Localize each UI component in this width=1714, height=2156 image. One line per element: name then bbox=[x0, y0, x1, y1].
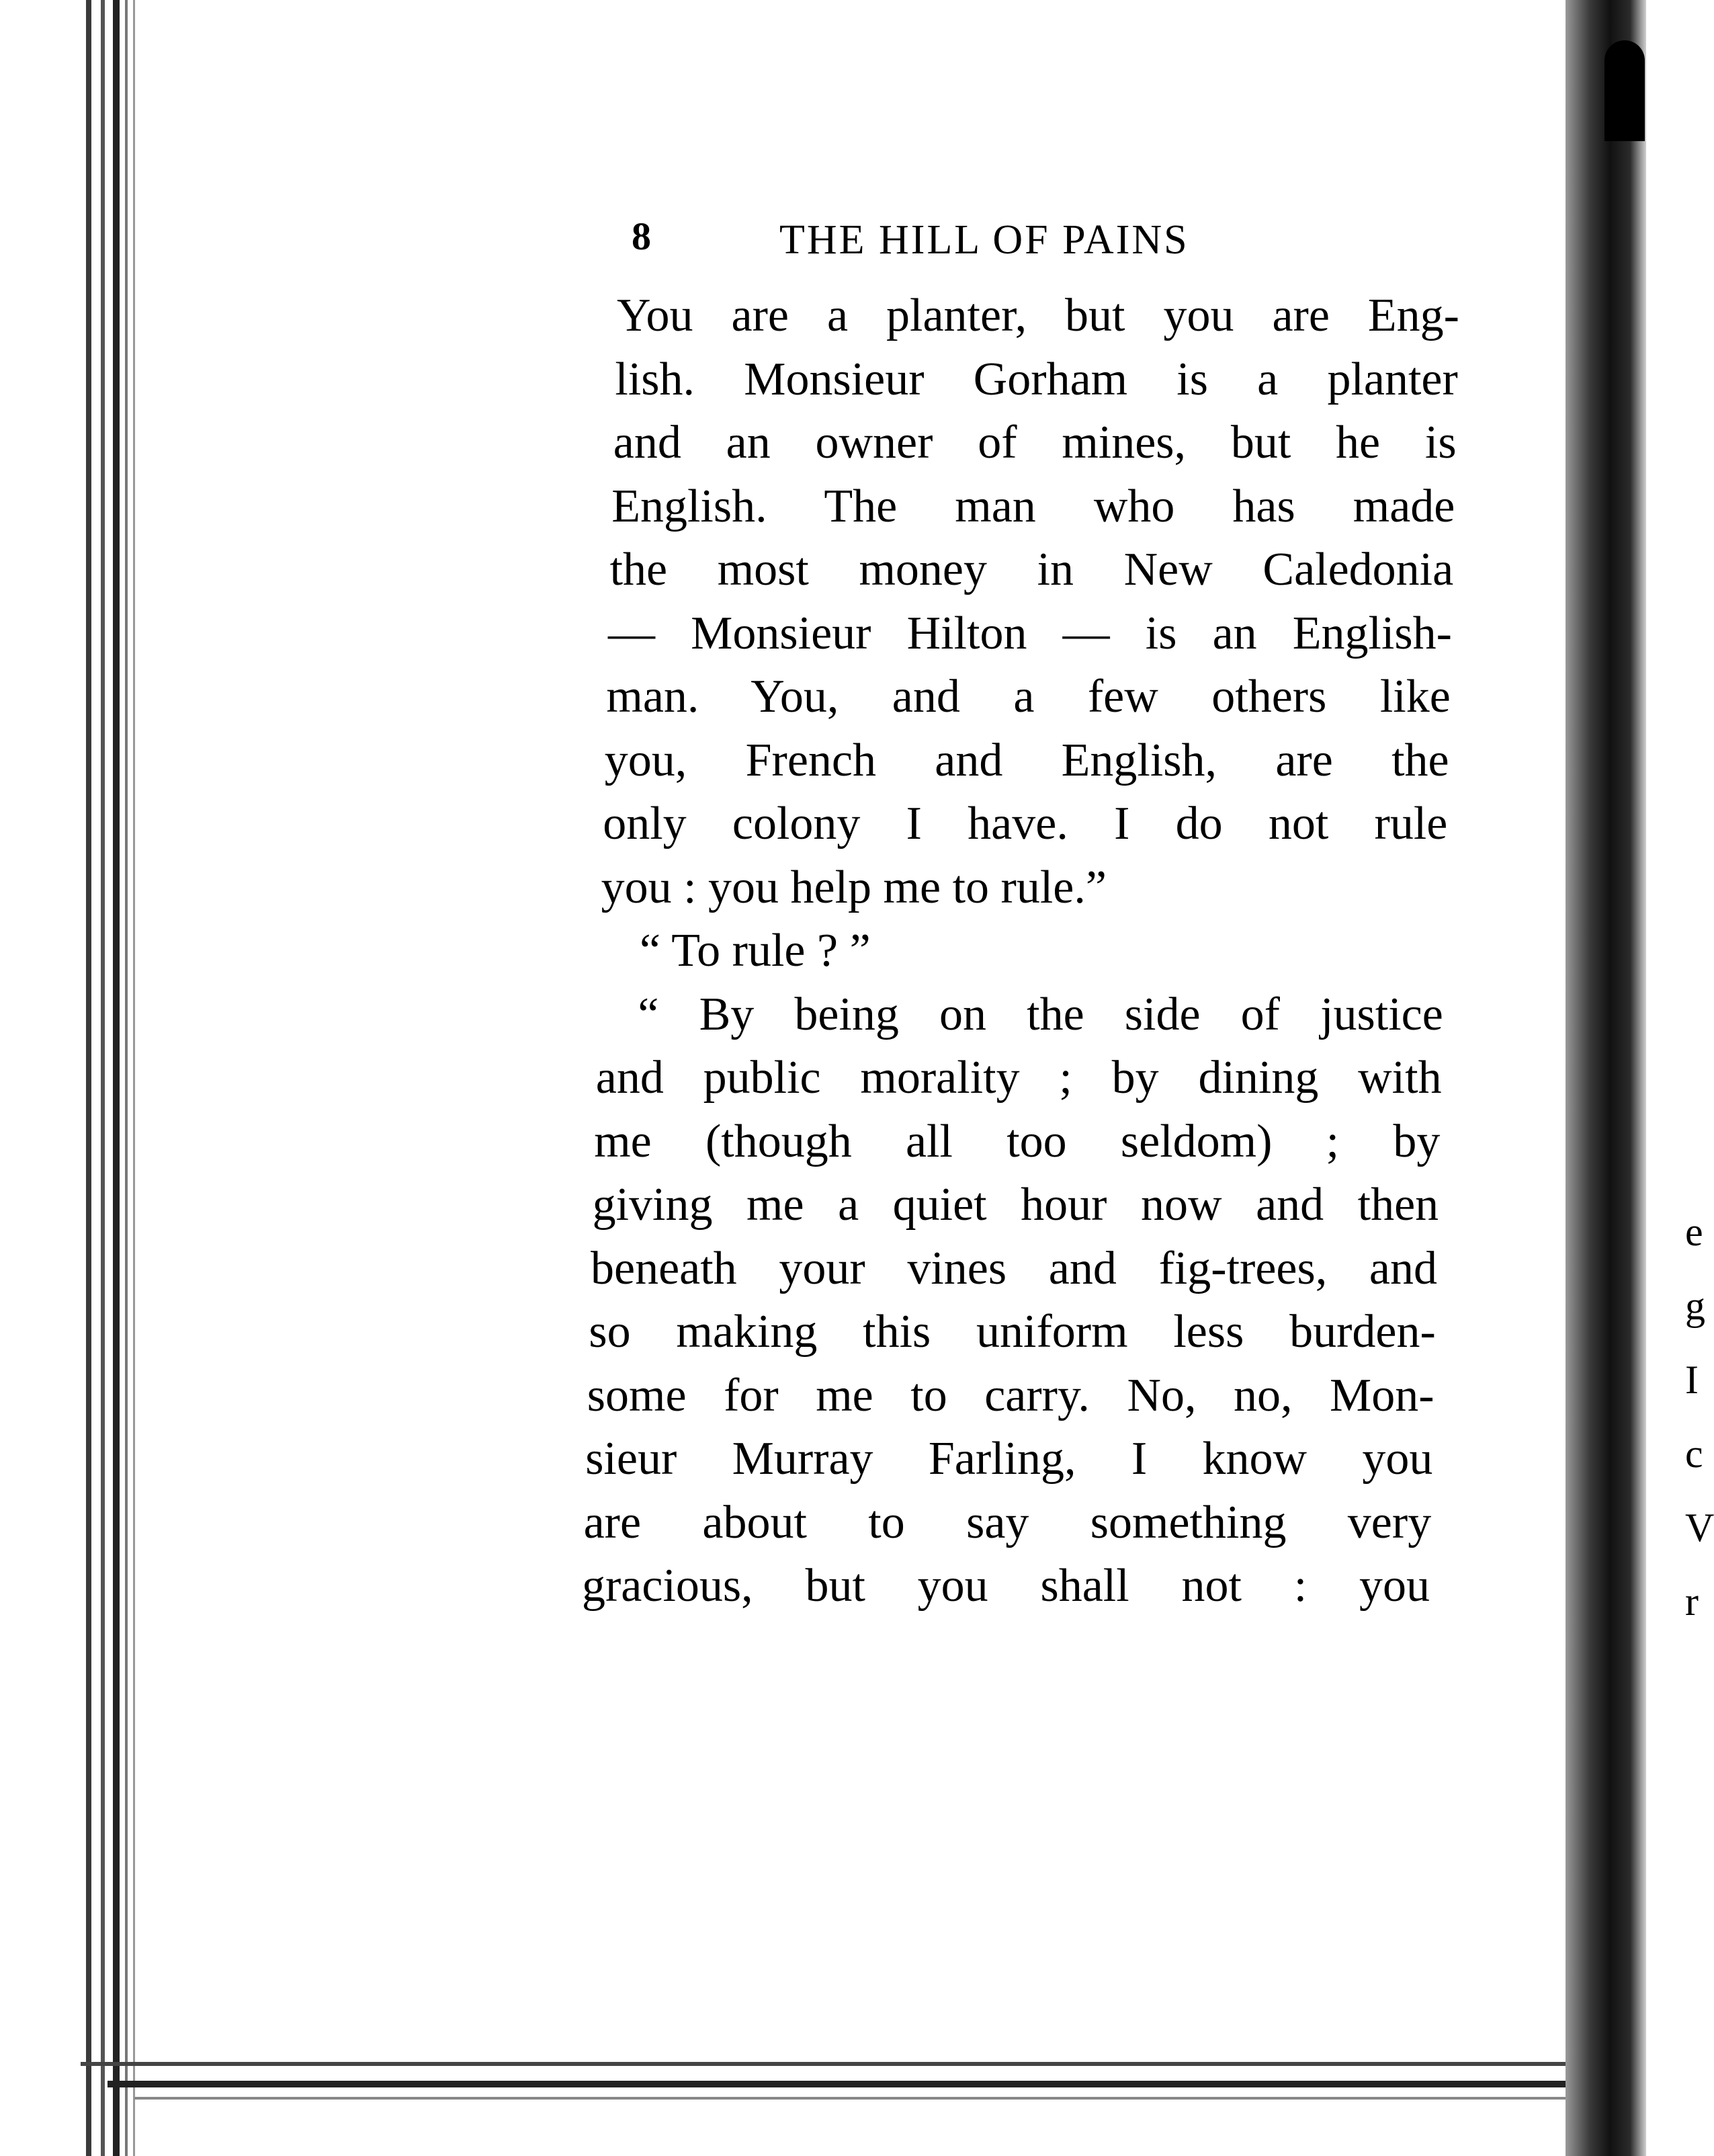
text-line: the most money in New Caledonia bbox=[609, 544, 1454, 595]
next-page-fragment: I bbox=[1685, 1358, 1699, 1402]
text-line: sieur Murray Farling, I know you bbox=[585, 1433, 1433, 1485]
page-edge-left-4 bbox=[125, 0, 128, 2156]
page-edge-left-1 bbox=[86, 0, 91, 2156]
text-line: gracious, but you shall not : you bbox=[582, 1560, 1430, 1612]
text-line: and public morality ; by dining with bbox=[595, 1052, 1442, 1104]
page-edge-bottom-3 bbox=[134, 2097, 1613, 2100]
page-edge-left-5 bbox=[133, 0, 135, 2156]
text-line: so making this uniform less burden- bbox=[589, 1306, 1436, 1358]
text-line: English. The man who has made bbox=[611, 480, 1455, 532]
text-line: me (though all too seldom) ; by bbox=[594, 1115, 1441, 1167]
next-page-fragment: e bbox=[1685, 1210, 1703, 1254]
text-line: only colony I have. I do not rule bbox=[603, 798, 1448, 849]
text-line: man. You, and a few others like bbox=[606, 671, 1451, 722]
text-line: you : you help me to rule.” bbox=[601, 861, 1107, 913]
page-edge-bottom-2 bbox=[108, 2081, 1626, 2087]
text-line: giving me a quiet hour now and then bbox=[592, 1179, 1439, 1231]
text-line: “ To rule ? ” bbox=[640, 925, 871, 977]
next-page-fragments bbox=[1685, 1210, 1714, 1653]
next-page-fragment: g bbox=[1685, 1284, 1705, 1328]
text-line: some for me to carry. No, no, Mon- bbox=[587, 1369, 1434, 1421]
text-line: “ By being on the side of justice bbox=[638, 988, 1443, 1040]
text-line: You are a planter, but you are Eng- bbox=[617, 290, 1459, 341]
text-line: are about to say something very bbox=[583, 1496, 1432, 1548]
page-edge-left-3 bbox=[113, 0, 120, 2156]
text-line: — Monsieur Hilton — is an English- bbox=[608, 607, 1452, 659]
text-line: beneath your vines and fig-trees, and bbox=[591, 1242, 1437, 1294]
page-number: 8 bbox=[632, 214, 651, 258]
page-edge-bottom-1 bbox=[81, 2062, 1626, 2066]
running-head bbox=[632, 214, 1317, 274]
page-edge-left-2 bbox=[101, 0, 105, 2156]
next-page-fragment: V bbox=[1685, 1505, 1714, 1550]
text-line: and an owner of mines, but he is bbox=[613, 417, 1457, 468]
gutter-shadow-top bbox=[1604, 40, 1645, 141]
running-title: THE HILL OF PAINS bbox=[779, 217, 1189, 263]
text-line: you, French and English, are the bbox=[604, 734, 1449, 786]
next-page bbox=[1646, 0, 1714, 2156]
next-page-fragment: r bbox=[1685, 1579, 1699, 1624]
next-page-fragment: c bbox=[1685, 1432, 1703, 1476]
book-gutter bbox=[1566, 0, 1646, 2156]
text-line: lish. Monsieur Gorham is a planter bbox=[615, 353, 1458, 405]
